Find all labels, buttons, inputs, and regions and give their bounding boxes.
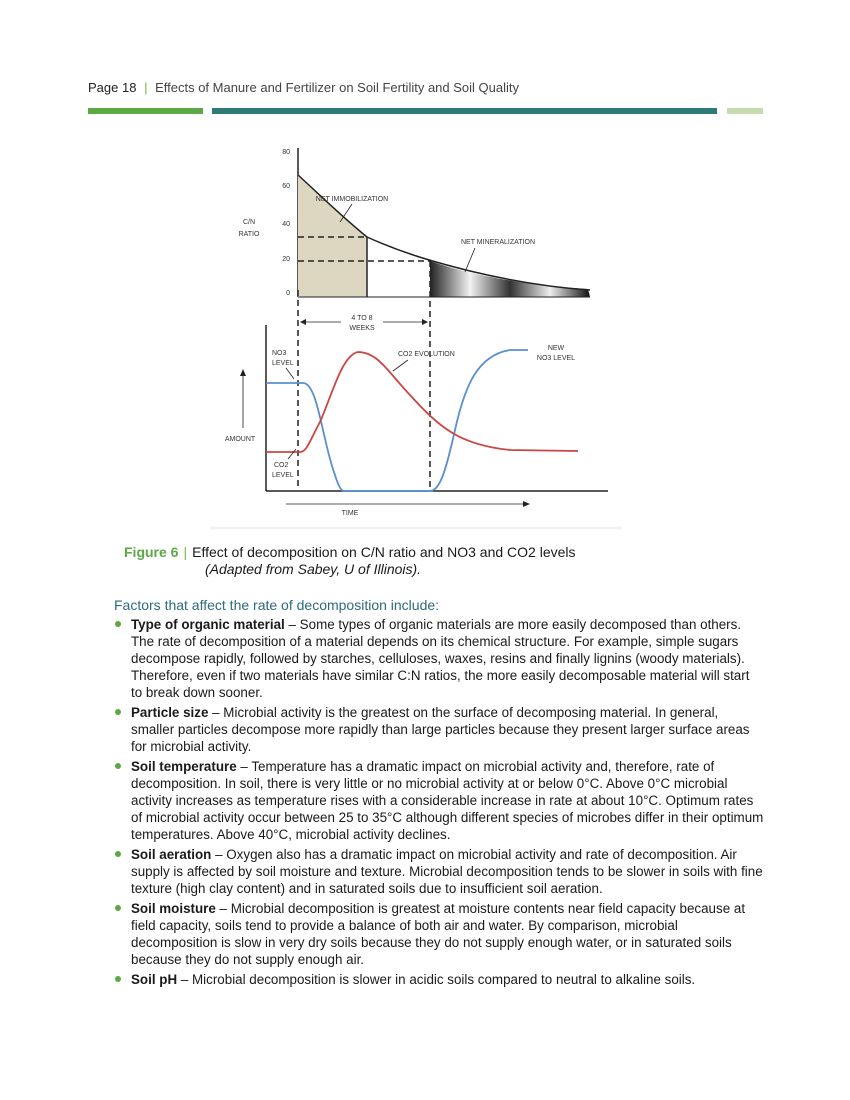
factor-term: Type of organic material: [131, 617, 285, 632]
caption-separator: |: [183, 544, 188, 560]
co2-evolution-label: CO2 EVOLUTION: [398, 351, 455, 358]
weeks-label: WEEKS: [349, 325, 375, 332]
annotation-pointer: [288, 449, 296, 459]
factors-intro: Factors that affect the rate of decomposition include:: [114, 597, 440, 613]
header-rule-teal: [212, 108, 717, 114]
header-separator: |: [144, 80, 148, 95]
factors-list: [114, 616, 764, 991]
bullet-icon: [115, 709, 121, 715]
new-no3-label: NO3 LEVEL: [536, 355, 576, 362]
arrow-head: [523, 501, 530, 507]
co2-level-label: LEVEL: [272, 472, 294, 479]
immobilization-area: [298, 175, 367, 297]
header-rule-light: [727, 108, 763, 114]
net-immobilization-label: NET IMMOBILIZATION: [315, 196, 389, 203]
no3-level-label: LEVEL: [272, 360, 294, 367]
tick-label: 0: [286, 290, 290, 297]
factor-text: – Microbial decomposition is slower in acidic soils compared to neutral to alkaline soils.: [177, 972, 696, 987]
caption-source: (Adapted from Sabey, U of Illinois).: [205, 561, 422, 577]
factor-text: – Temperature has a dramatic impact on microbial activity and, therefore, rate of decomposition. In soil, there is very little or no microbial activity at or below 0°C. Above 0°C microbial activity increases as temperature rises with a considerable increase in rate at about 10°C. Optimum rates of microbial activity occur between 25 to 35°C although different species of microbes differ in their optimum temperatures. Above 40°C, microbial activity declines.: [131, 759, 764, 842]
weeks-label: 4 TO 8: [351, 315, 373, 322]
list-item: [114, 846, 764, 897]
caption-text: Effect of decomposition on C/N ratio and NO3 and CO2 levels: [192, 544, 576, 560]
amount-time-chart: [225, 325, 608, 517]
annotation-pointer: [465, 248, 475, 272]
figure-label: Figure 6: [124, 544, 179, 560]
time-label: TIME: [341, 510, 359, 517]
factor-text: – Microbial activity is the greatest on the surface of decomposing material. In general, smaller particles decompose more rapidly than large particles because they present larger surface areas for microbial activity.: [131, 705, 750, 754]
document-title: Effects of Manure and Fertilizer on Soil Fertility and Soil Quality: [155, 80, 519, 95]
new-no3-label: NEW: [547, 345, 565, 352]
tick-label: 60: [282, 183, 290, 190]
factor-text: – Microbial decomposition is greatest at moisture contents near field capacity because at field capacity, soils tend to provide a balance of both air and water. By comparison, microbial decomposition is slow in very dry soils because they do not supply enough water, or in saturated soils because they do not supply enough air.: [131, 901, 746, 967]
bullet-icon: [115, 905, 121, 911]
list-item: [114, 900, 764, 968]
tick-label: 80: [282, 149, 290, 156]
factor-term: Soil pH: [131, 972, 178, 987]
page-header: [88, 80, 519, 95]
no3-curve: [266, 350, 528, 491]
no3-level-label: NO3: [272, 350, 287, 357]
co2-curve: [266, 352, 578, 452]
list-item: [114, 616, 764, 701]
figure-caption: [124, 544, 576, 578]
factor-text: – Oxygen also has a dramatic impact on microbial activity and rate of decomposition. Air supply is affected by soil moisture and texture. Microbial decomposition tends to be slower in soils with fine texture (high clay content) and in saturated soils due to insufficient soil aeration.: [131, 847, 763, 896]
list-item: [114, 758, 764, 843]
bullet-icon: [115, 621, 121, 627]
page-number: Page 18: [88, 80, 137, 95]
figure-6-diagram: [210, 140, 630, 530]
net-mineralization-label: NET MINERALIZATION: [460, 239, 536, 246]
factor-term: Soil moisture: [131, 901, 216, 916]
factor-term: Soil temperature: [131, 759, 237, 774]
cn-axis-label: C/N: [242, 219, 256, 226]
bullet-icon: [115, 976, 121, 982]
list-item: [114, 704, 764, 755]
arrow-head: [422, 319, 428, 325]
annotation-pointer: [393, 360, 408, 371]
bullet-icon: [115, 851, 121, 857]
list-item: [114, 971, 764, 988]
co2-level-label: CO2: [274, 462, 289, 469]
bullet-icon: [115, 763, 121, 769]
arrow-head: [240, 369, 246, 376]
cn-ratio-chart: [239, 148, 590, 488]
factor-term: Soil aeration: [131, 847, 212, 862]
cn-axis-label: RATIO: [238, 231, 260, 238]
arrow-head: [300, 319, 306, 325]
tick-label: 40: [282, 221, 290, 228]
tick-label: 20: [282, 256, 290, 263]
annotation-pointer: [286, 368, 294, 379]
amount-label: AMOUNT: [224, 436, 256, 443]
factor-text: – Some types of organic materials are more easily decomposed than others. The rate of decomposition of a material depends on its chemical structure. For example, simple sugars decompose rapidly, followed by starches, celluloses, waxes, resins and finally lignins (woody materials). Therefore, even if two materials have similar C:N ratios, the more easily decomposable material will start to break down sooner.: [131, 617, 750, 700]
header-rule-green: [88, 108, 203, 114]
factor-term: Particle size: [131, 705, 209, 720]
